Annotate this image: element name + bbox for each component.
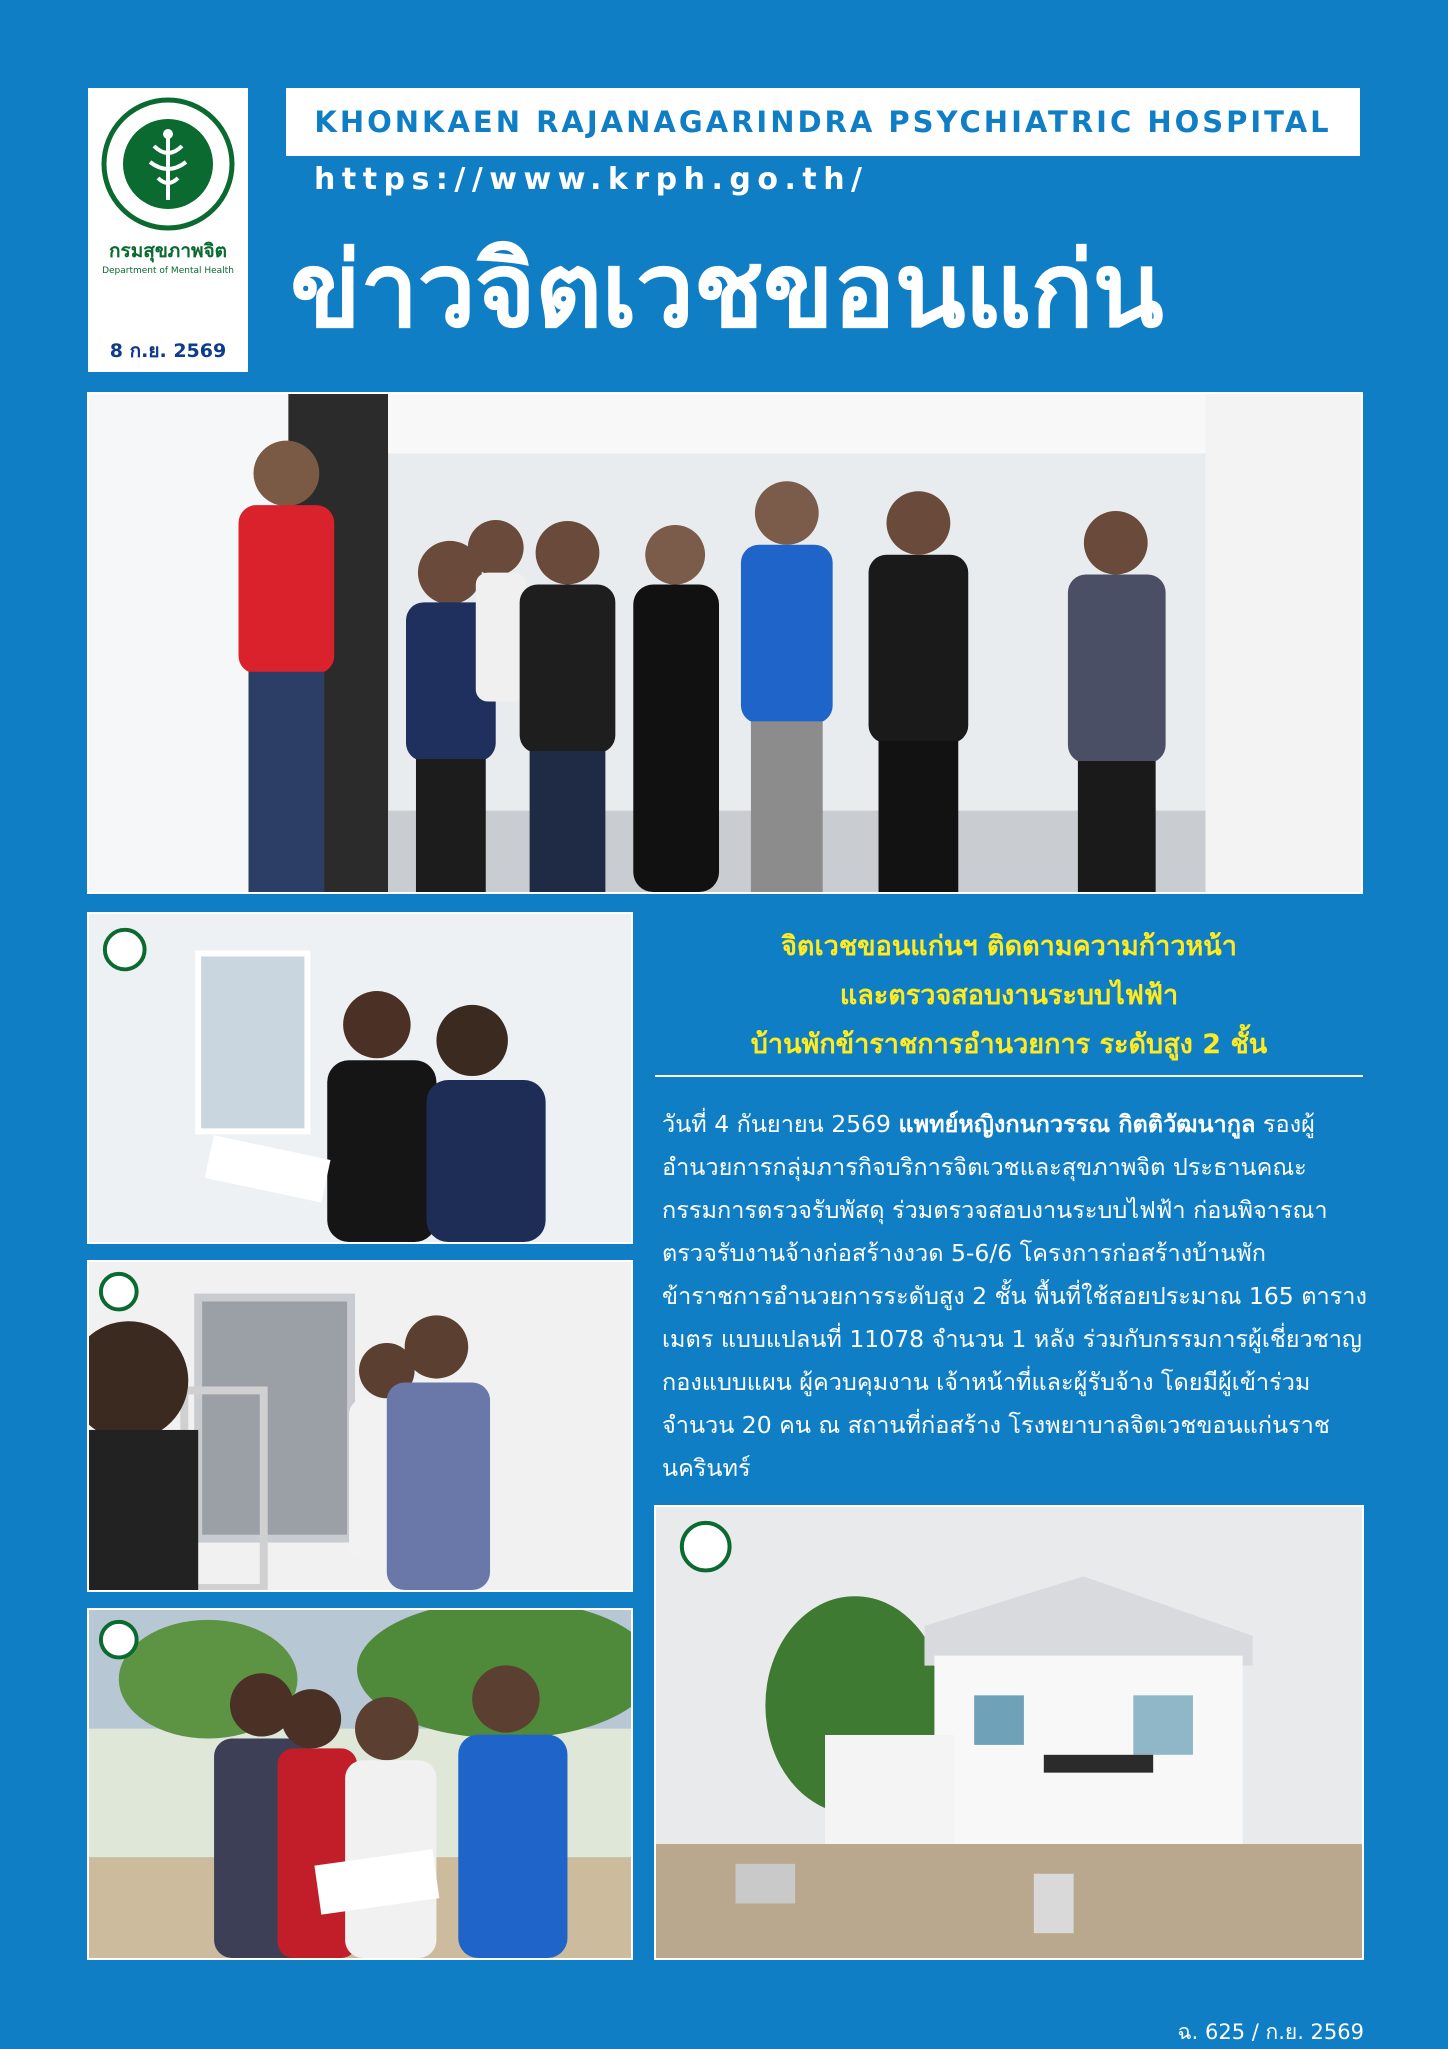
headline-line: และตรวจสอบงานระบบไฟฟ้า — [839, 980, 1179, 1011]
department-logo-icon — [101, 1622, 137, 1658]
house-construction-photo — [654, 1505, 1364, 1960]
article-text: รองผู้อำนวยการกลุ่มภารกิจบริการจิตเวชและสุขภาพจิต ประธานคณะกรรมการตรวจรับพัสดุ ร่วมตรวจสอบงานระบบไฟฟ้า ก่อนพิจารณาตรวจรับงานจ้างก่อสร้างงวด 5-6/6 โครงการก่อสร้างบ้านพักข้าราชการอำนวยการระดับสูง 2 ชั้น พื้นที่ใช้สอยประมาณ 165 ตารางเมตร แบบแปลนที่ 11078 จำนวน 1 หลัง ร่วมกับกรรมการผู้เชี่ยวชาญกองแบบแผน ผู้ควบคุมงาน เจ้าหน้าที่และผู้รับจ้าง โดยมีผู้เข้าร่วมจำนวน 20 คน ณ สถานที่ก่อสร้าง โรงพยาบาลจิตเวชขอนแก่นราชนครินทร์ — [662, 1110, 1367, 1482]
official-name: แพทย์หญิงกนกวรรณ กิตติวัฒนากูล — [898, 1110, 1256, 1138]
issue-number: ฉ. 625 / ก.ย. 2569 — [1177, 2020, 1364, 2044]
department-logo-icon — [101, 1274, 137, 1310]
newsletter-title: ข่าวจิตเวชขอนแก่น — [290, 229, 1163, 351]
logo-date-box — [88, 88, 248, 372]
headline-line: บ้านพักข้าราชการอำนวยการ ระดับสูง 2 ชั้น — [750, 1029, 1268, 1060]
inspection-photo-3 — [87, 1608, 633, 1960]
department-english-name: Department of Mental Health — [102, 266, 234, 276]
article-intro: วันที่ 4 กันยายน 2569 — [662, 1110, 899, 1138]
department-thai-name: กรมสุขภาพจิต — [108, 240, 227, 262]
inspection-photo-1 — [87, 912, 633, 1244]
ministry-seal-icon — [100, 96, 236, 232]
website-url[interactable]: https://www.krph.go.th/ — [314, 162, 869, 197]
department-logo-icon — [105, 930, 145, 970]
article-body — [662, 1103, 1367, 1490]
headline-divider — [655, 1075, 1363, 1077]
issue-date: 8 ก.ย. 2569 — [109, 340, 227, 362]
department-logo-icon — [682, 1523, 730, 1571]
article-headline — [655, 922, 1363, 1069]
group-photo — [87, 392, 1363, 894]
inspection-photo-2 — [87, 1260, 633, 1592]
hospital-name-banner: KHONKAEN RAJANAGARINDRA PSYCHIATRIC HOSPITAL — [286, 88, 1360, 156]
headline-line: จิตเวชขอนแก่นฯ ติดตามความก้าวหน้า — [781, 931, 1237, 962]
